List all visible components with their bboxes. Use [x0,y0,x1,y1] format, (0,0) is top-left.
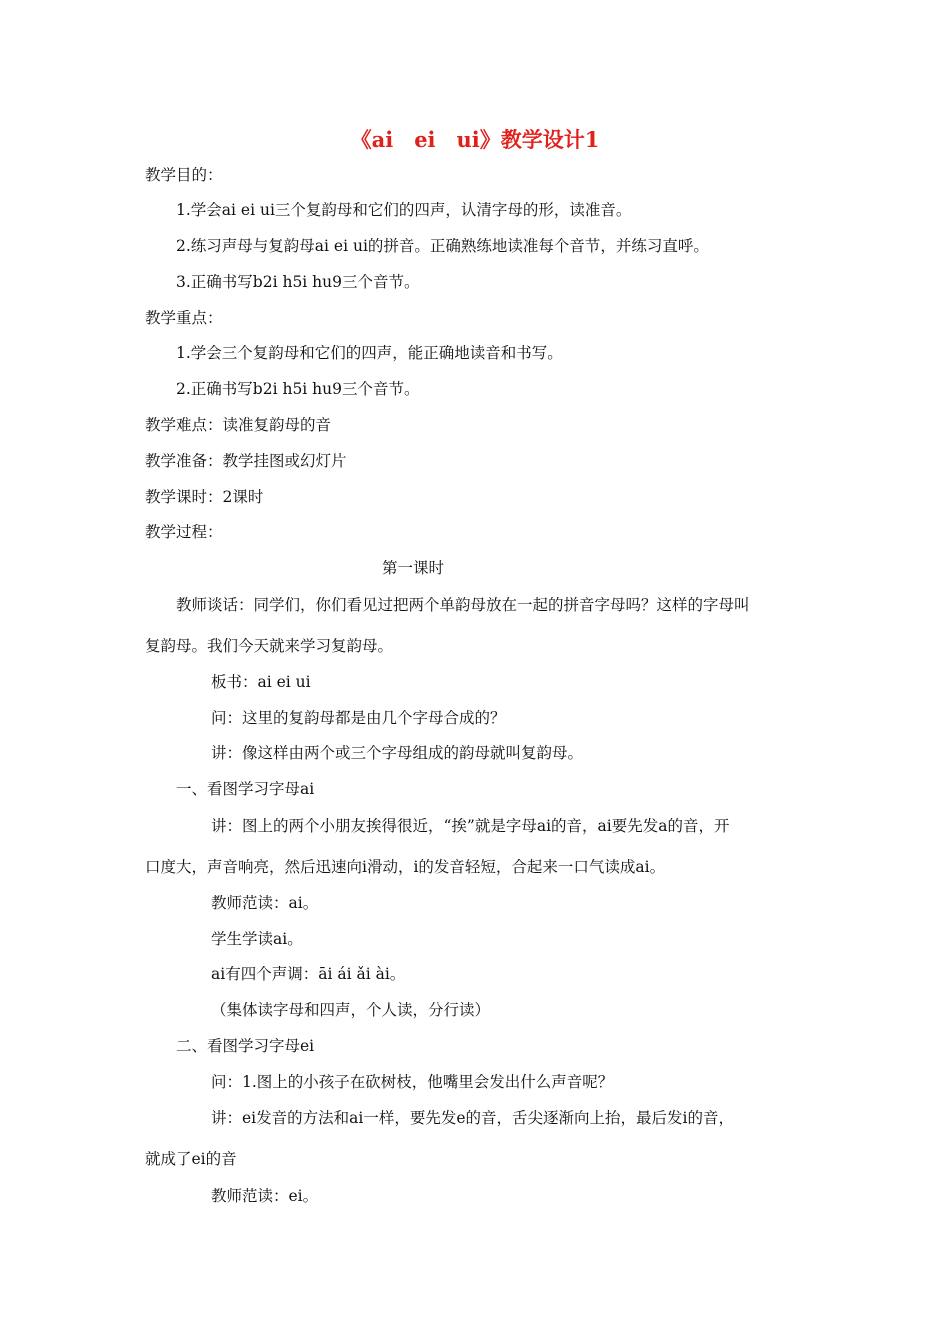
paragraph-line: 讲：图上的两个小朋友挨得很近，“挨”就是字母ai的音，ai要先发a的音，开 [211,817,730,835]
paragraph-line: （集体读字母和四声，个人读，分行读） [211,1001,491,1019]
class-hours-line: 教学课时：2课时 [145,488,264,506]
subsection-heading-ei: 二、看图学习字母ei [176,1037,315,1055]
lesson-heading: 第一课时 [381,559,444,577]
section-heading-process: 教学过程： [145,523,223,541]
key-point-item-2: 2.正确书写b2i h5i hu9三个音节。 [176,380,420,398]
document-title: 《ai ei ui》教学设计1 [350,127,600,152]
paragraph-line: 口度大，声音响亮，然后迅速向i滑动，i的发音轻短，合起来一口气读成ai。 [145,858,666,876]
paragraph-line: 问：这里的复韵母都是由几个字母合成的？ [211,709,506,727]
section-heading-key-points: 教学重点： [145,309,223,327]
preparation-line: 教学准备：教学挂图或幻灯片 [145,452,347,470]
paragraph-line: 问：1.图上的小孩子在砍树枝，他嘴里会发出什么声音呢？ [211,1073,614,1091]
paragraph-line: 讲：ei发音的方法和ai一样，要先发e的音，舌尖逐渐向上抬，最后发i的音， [211,1109,734,1127]
paragraph-line: 就成了ei的音 [145,1150,237,1168]
paragraph-line: 教师范读：ei。 [211,1187,319,1205]
objective-item-1: 1.学会ai ei ui三个复韵母和它们的四声，认清字母的形，读准音。 [176,201,632,219]
paragraph-line: ai有四个声调：āi ái ǎi ài。 [211,965,406,983]
paragraph-line: 板书：ai ei ui [211,673,311,691]
paragraph-line: 学生学读ai。 [211,930,303,948]
paragraph-line: 复韵母。我们今天就来学习复韵母。 [145,637,394,655]
objective-item-2: 2.练习声母与复韵母ai ei ui的拼音。正确熟练地读准每个音节，并练习直呼。 [176,237,709,255]
subsection-heading-ai: 一、看图学习字母ai [176,780,315,798]
paragraph-line: 讲：像这样由两个或三个字母组成的韵母就叫复韵母。 [211,744,584,762]
key-point-item-1: 1.学会三个复韵母和它们的四声，能正确地读音和书写。 [176,344,563,362]
paragraph-line: 教师范读：ai。 [211,894,319,912]
paragraph-line: 教师谈话：同学们，你们看见过把两个单韵母放在一起的拼音字母吗？这样的字母叫 [176,596,750,614]
objective-item-3: 3.正确书写b2i h5i hu9三个音节。 [176,273,420,291]
difficulty-line: 教学难点：读准复韵母的音 [145,416,332,434]
section-heading-objectives: 教学目的： [145,166,223,184]
